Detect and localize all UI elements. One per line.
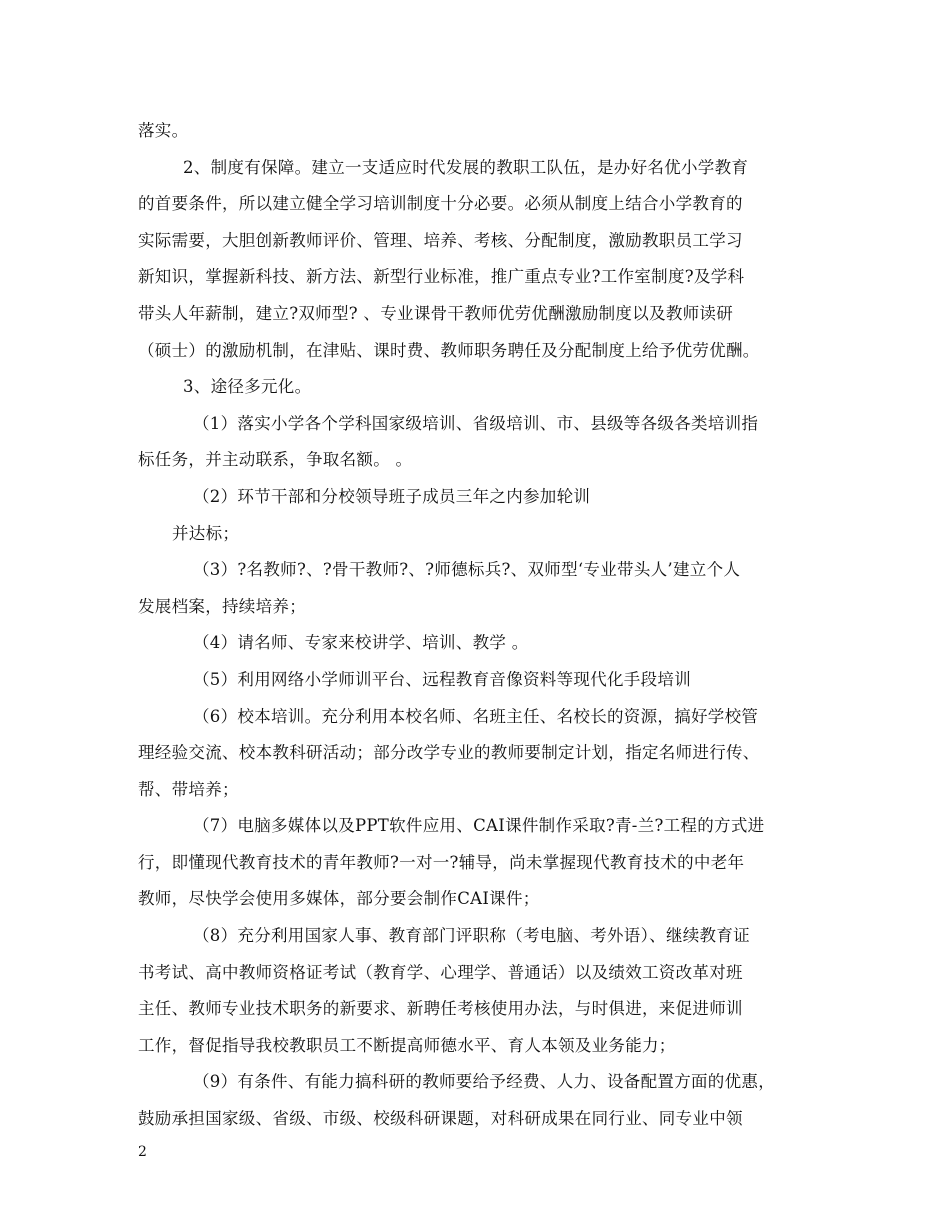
text-line: 带头人年薪制，建立?双师型? 、专业课骨干教师优劳优酬激励制度以及教师读研 [138,303,734,323]
text-line: 3、途径多元化。 [183,377,312,397]
text-line: （9）有条件、有能力搞科研的教师要给予经费、人力、设备配置方面的优惠， [193,1072,775,1092]
text-line: （5）利用网络小学师训平台、远程教育音像资料等现代化手段培训 [193,669,691,689]
text-line: 工作，督促指导我校教职员工不断提高师德水平、育人本领及业务能力； [138,1035,676,1055]
text-line: 实际需要，大胆创新教师评价、管理、培养、考核、分配制度，激励教职员工学习 [138,230,743,250]
text-line: 书考试、高中教师资格证考试（教育学、心理学、普通话）以及绩效工资改革对班 [138,962,743,982]
text-line: 落实。 [138,121,189,140]
text-line: 新知识，掌握新科技、新方法、新型行业标准，推广重点专业?工作室制度?及学科 [138,267,745,287]
text-line: （6）校本培训。充分利用本校名师、名班主任、名校长的资源，搞好学校管 [193,706,759,726]
body-text [138,113,826,1138]
text-line: （硕士）的激励机制，在津贴、课时费、教师职务聘任及分配制度上给予优劳优酬。 [138,340,760,360]
text-line: 2、制度有保障。建立一支适应时代发展的教职工队伍，是办好名优小学教育 [183,157,749,177]
text-line: （2）环节干部和分校领导班子成员三年之内参加轮训 [193,486,591,506]
text-line: 主任、教师专业技术职务的新要求、新聘任考核使用办法，与时俱进，来促进师训 [138,999,743,1019]
text-line: （4）请名师、专家来校讲学、培训、教学 。 [193,633,529,653]
text-line: （8）充分利用国家人事、教育部门评职称（考电脑、考外语）、继续教育证 [193,926,750,946]
page-number: 2 [138,1144,147,1160]
text-line: 行，即懂现代教育技术的青年教师?一对一?辅导，尚未掌握现代教育技术的中老年 [138,852,745,872]
text-line: 标任务，并主动联系，争取名额。 。 [138,450,413,470]
text-line: 鼓励承担国家级、省级、市级、校级科研课题，对科研成果在同行业、同专业中领 [138,1109,743,1129]
text-line: 的首要条件，所以建立健全学习培训制度十分必要。必须从制度上结合小学教育的 [138,194,743,214]
text-line: （3）?名教师?、?骨干教师?、?师德标兵?、双师型‘专业带头人’建立个人 [193,560,741,580]
text-line: （7）电脑多媒体以及PPT软件应用、CAI课件制作采取?青-兰?工程的方式进 [193,816,765,836]
text-line: 教师，尽快学会使用多媒体，部分要会制作CAI课件； [138,889,540,909]
text-line: 理经验交流、校本教科研活动；部分改学专业的教师要制定计划，指定名师进行传、 [138,743,760,763]
text-line: 并达标； [172,523,240,543]
text-line: 发展档案，持续培养； [138,596,306,616]
text-line: （1）落实小学各个学科国家级培训、省级培训、市、县级等各级各类培训指 [193,413,759,433]
text-line: 帮、带培养； [138,779,239,799]
